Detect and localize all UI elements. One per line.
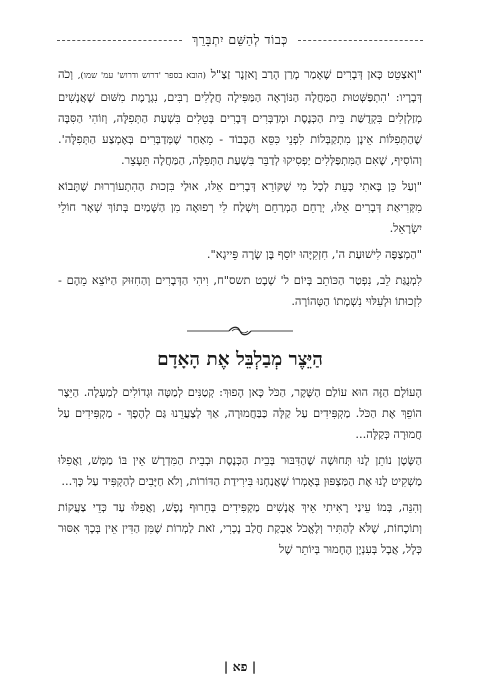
source-citation: (הובא בספר 'דרוש ודרוש' עמ' שמו),: [77, 71, 207, 81]
flourish-ornament-icon: [185, 325, 295, 337]
section-heading: הַיֵּצֶר מְבַלְבֵּל אֶת הָאָדָם: [157, 349, 323, 370]
header-rule-left: [57, 40, 182, 41]
quote-opening: "וְאצַטֵט כָּאן דְּבָרִים שֶׁאָמַר מָרַן הָרַב וָאזְנֶר זַצַ"ל: [210, 67, 423, 81]
section-paragraph: הַשָּׂטָן נוֹתֵן לָנוּ תְּחוּשָׁה שֶׁהַדִּבּוּר בְּבֵית הַכְּנֶסֶת וּבְבֵית הַמִּדְרָשׁ אֵין בּוֹ מַמָּשׁ, וַאֲפִלּוּ מַשְׁקִיט לָנוּ אֶת הַמַּצְפּוּן בְּאָמְרוֹ שֶׁאֲנַחְנוּ בִּירִידַת הַדּוֹרוֹת, וְלֹא חַיָּבִים לְהַקְפִּיד עַל כָּךְ...: [58, 453, 422, 488]
plea-paragraph: "וְעַל כֵּן בָּאתִי כָּעֵת לְכָל מִי שֶׁקּוֹרֵא דְּבָרִים אֵלּוּ, אוּלַי בִּזְכוּת הַהִתְעוֹרְרוּת שֶׁתָּבוֹא מִקְּרִיאַת דְּבָרִים אֵלּוּ, יְרַחֵם הַמְרַחֵם וְיִשְׁלַח לִי רְפוּאָה מִן הַשָּׁמַיִם בְּתוֹךְ שְׁאָר חוֹלֵי יִשְׂרָאֵל.: [58, 179, 422, 235]
section-paragraph: הָעוֹלָם הַזֶּה הוּא עוֹלַם הַשֶּׁקֶר, הַכֹּל כָּאן הָפוּךְ: קְטַנִּים לְמַטָּה וּגְדוֹלִים לְמַעְלָה. הַיֵּצֶר הוֹפֵךְ אֶת הַכֹּל. מַקְפִּידִים עַל קַלָּה כַּבַּחֲמוּרָה, אַךְ לְצַעֲרֵנוּ גַּם לְהֶפֶךְ - מַקְפִּידִים עַל חֲמוּרָה כְּקַלָּה...: [58, 385, 422, 441]
signature-paragraph: "הַמְצַפֶּה לִישׁוּעַת ה', חִזְקִיָּהוּ יוֹסֵף בֶּן שָׂרָה פֵּייגָא".: [206, 247, 422, 261]
header-rule-right: [298, 40, 423, 41]
ornament-divider: [58, 325, 422, 337]
running-header-title: כְּבוֹד לְהַשֵּׁם יִתְבָּרֵךְ: [192, 32, 288, 47]
memorial-paragraph: לִמְנֻגַּת לֵב, נִפְטַר הַכּוֹתֵב בְּיוֹם ל' שְׁבָט תשס"ח, וִיהִי הַדְּבָרִים וְהַחִזּוּק הַיּוֹצֵא מֵהֶם - לִזְכוּתוֹ וּלְעִלּוּי נִשְׁמָתוֹ הַטְּהוֹרָה.: [58, 273, 422, 308]
quote-body: וְכֹה דְּבָרָיו: 'הִתְפַּשְּׁטוּת הַמַּחֲלָה הַנּוֹרָאָה הַמַּפִּילָה חֲלָלִים רַבִּים, נִגְרֶמֶת מִשּׁוּם שֶׁאֲנָשִׁים מְזַלְזְלִים בִּקְדֻשַּׁת בֵּית הַכְּנֶסֶת וּמְדַבְּרִים דְּבָרִים בְּטֵלִים בִּשְׁעַת הַתְּפִלָּה, וְזוֹהִי הַסִּבָּה שֶׁהַתְּפִלּוֹת אֵינָן מִתְקַבְּלוֹת לִפְנֵי כִּסֵּא הַכָּבוֹד - מֵאַחַר שֶׁמְּדַבְּרִים בְּאֶמְצַע הַתְּפִלָּה'. וְהוֹסִיף, שֶׁאִם הַמִּתְפַּלְּלִים יַפְסִיקוּ לְדַבֵּר בִּשְׁעַת הַתְּפִלָּה, הַמַּחֲלָה תֵּעָצֵר.: [58, 67, 422, 167]
running-header: [57, 29, 423, 51]
page-body: [58, 64, 422, 565]
section-paragraph: וְהִנֵּה, בְּמוֹ עֵינַי רָאִיתִי אֵיךְ אֲנָשִׁים מַקְפִּידִים בְּחֵרוּף נֶפֶשׁ, וַאֲפִלּוּ עַד כְּדֵי צַעֲקוֹת וְתוֹכָחוֹת, שֶׁלֹּא לְהַתִּיר וְלֶאֱכֹל אַבְקַת חֲלַב נָכְרִי, זֹאת לַמְרוֹת שֶׁמִּן הַדִּין אֵין בְּכָךְ אִסּוּר כְּלָל, אֲבָל בְּעִנְיָן הֶחָמוּר בְּיוֹתֵר שֶׁל: [58, 500, 422, 556]
page-number: | פא |: [223, 659, 257, 674]
quote-paragraph: [58, 64, 422, 171]
